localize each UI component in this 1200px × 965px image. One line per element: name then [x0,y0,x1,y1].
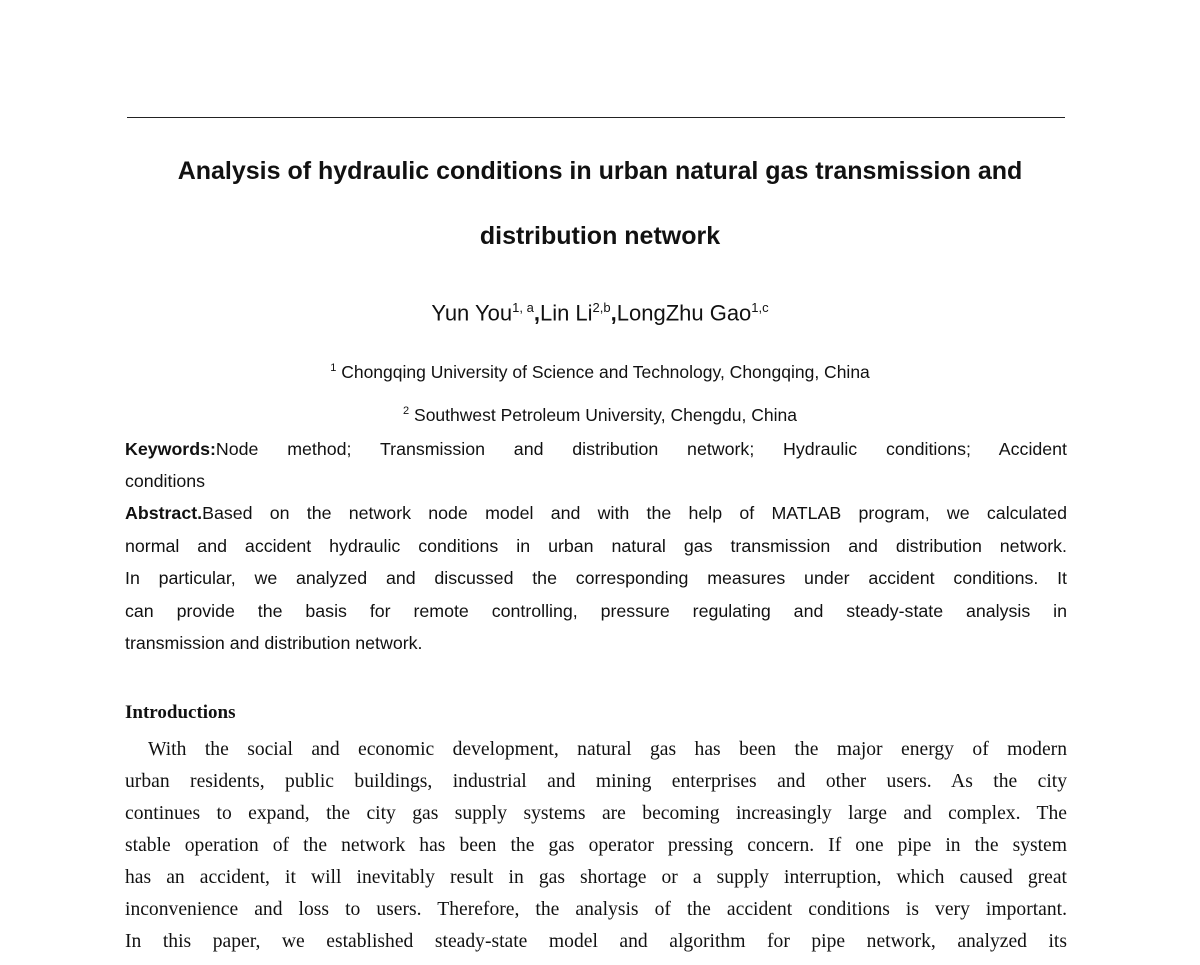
affiliation-sup: 1 [330,362,337,375]
author-sup: 2,b [592,300,611,315]
affiliation-text: Southwest Petroleum University, Chengdu, China [414,405,797,425]
keywords-line: conditions [125,471,206,491]
body-line: has an accident, it will inevitably result in gas shortage or a supply interruption, which caused great [125,867,1067,888]
abstract-line: normal and accident hydraulic conditions in urban natural gas transmission and distribution network. [125,536,1067,556]
affiliation-sup: 2 [403,405,410,418]
body-line: inconvenience and loss to users. Therefore, the analysis of the accident conditions is very important. [125,899,1067,920]
affiliation-2 [0,405,1200,426]
body-line: stable operation of the network has been the gas operator pressing concern. If one pipe in the system [125,835,1067,856]
keywords-line [125,439,1067,460]
author-sup: 1, a [512,300,534,315]
author-name: LongZhu Gao [616,300,752,326]
body-line: urban residents, public buildings, industrial and mining enterprises and other users. As the city [125,771,1067,792]
affiliation-text: Chongqing University of Science and Technology, Chongqing, China [341,362,870,382]
header-rule [127,117,1065,118]
abstract-line [125,503,1067,524]
abstract-line: In particular, we analyzed and discussed the corresponding measures under accident conditions. It [125,568,1067,588]
author-sup: 1,c [751,300,769,315]
keywords-text: Node method; Transmission and distribution network; Hydraulic conditions; Accident [215,439,1067,459]
abstract-label: Abstract. [125,503,203,523]
abstract-line: transmission and distribution network. [125,633,423,653]
section-heading: Introductions [125,702,236,723]
body-line: In this paper, we established steady-state model and algorithm for pipe network, analyzed its [125,931,1067,952]
author-name: Lin Li [539,300,593,326]
body-line: With the social and economic development, natural gas has been the major energy of modern [148,739,1067,760]
keywords-label: Keywords: [125,439,216,459]
body-line: continues to expand, the city gas supply systems are becoming increasingly large and complex. The [125,803,1067,824]
abstract-text: Based on the network node model and with the help of MATLAB program, we calculated [202,503,1067,523]
author-name: Yun You [431,300,513,326]
title-line-1: Analysis of hydraulic conditions in urban natural gas transmission and [177,157,1023,185]
abstract-line: can provide the basis for remote controlling, pressure regulating and steady-state analysis in [125,601,1067,621]
author-sep: , [533,300,540,326]
affiliation-1 [0,362,1200,383]
authors [0,300,1200,326]
title-line-2: distribution network [479,222,721,250]
author-sep: , [610,300,617,326]
